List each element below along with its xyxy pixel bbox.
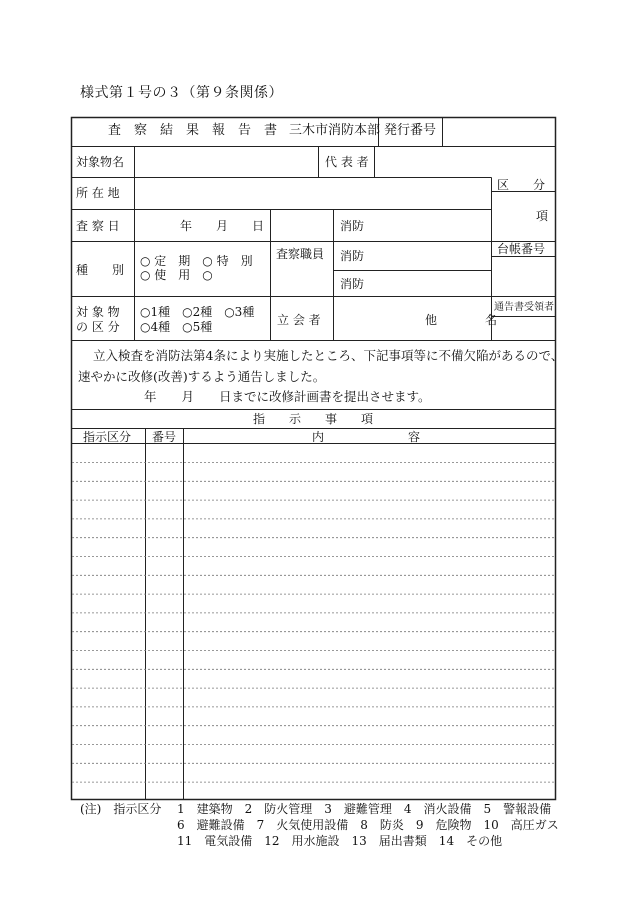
issue-number-label: 発行番号 (384, 123, 437, 138)
footnote-prefix: (注) 指示区分 (80, 802, 162, 816)
fire-staff-1: 消防 (340, 219, 365, 233)
witness-label: 立 会 者 (277, 313, 321, 327)
notice-line1: 立入検査を消防法第4条により実施したところ、下記事項等に不備欠陥があるので、 (93, 348, 564, 363)
fire-staff-2: 消防 (340, 249, 365, 263)
category-options-row2: ○4種 ○5種 (140, 320, 213, 334)
footnote-line3: 11 電気設備 12 用水施設 13 届出書類 14 その他 (177, 834, 503, 848)
col-category-header: 指示区分 (83, 430, 132, 444)
section-label: 区 分 (497, 178, 546, 192)
report-title: 査 察 結 果 報 告 書 (108, 123, 278, 138)
inspection-date-format: 年 月 日 (180, 219, 265, 233)
others-label: 他 名 (425, 313, 498, 327)
instructions-title: 指 示 事 項 (253, 412, 374, 426)
category-label-line2: の 区 分 (76, 320, 120, 334)
col-number-header: 番号 (152, 430, 177, 444)
col-content-header: 内 容 (312, 430, 421, 444)
type-options-row1: ○ 定 期 ○ 特 別 (140, 254, 253, 268)
category-options-row1: ○1種 ○2種 ○3種 (140, 305, 255, 319)
notice-line2: 速やかに改修(改善)するよう通告しました。 (78, 369, 326, 384)
item-label: 項 (536, 209, 549, 223)
type-label: 種 別 (76, 263, 125, 277)
type-options-row2: ○ 使 用 ○ (140, 268, 213, 282)
recipient-label: 通告書受領者 (494, 302, 554, 313)
form-label: 様式第１号の３（第９条関係） (80, 85, 283, 101)
department-name: 三木市消防本部 (289, 123, 381, 138)
fire-staff-3: 消防 (340, 277, 365, 291)
representative-label: 代 表 者 (325, 155, 369, 169)
notice-line3: 年 月 日までに改修計画書を提出させます。 (144, 389, 431, 404)
category-label-line1: 対 象 物 (76, 305, 120, 319)
inspection-date-label: 査 察 日 (76, 219, 120, 233)
target-name-label: 対象物名 (76, 155, 125, 169)
footnote-line2: 6 避難設備 7 火気使用設備 8 防炎 9 危険物 10 高圧ガス (177, 818, 559, 832)
ledger-number-label: 台帳番号 (497, 242, 546, 256)
location-label: 所 在 地 (76, 186, 120, 200)
footnote-line1: 1 建築物 2 防火管理 3 避難管理 4 消火設備 5 警報設備 (177, 802, 552, 816)
staff-label: 査察職員 (276, 247, 325, 261)
